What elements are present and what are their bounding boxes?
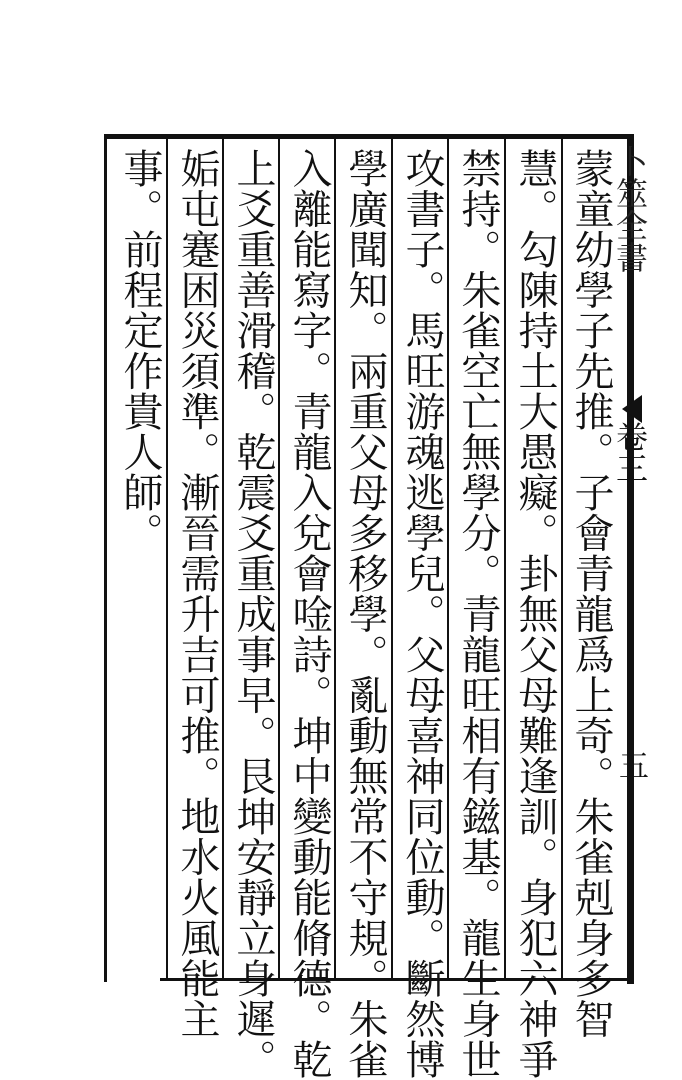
- text-column: 攻書子。馬旺游魂逃學兒。父母喜神同位動。斷然博: [399, 148, 445, 1080]
- column-rule: [561, 134, 563, 979]
- column-rule: [504, 134, 506, 979]
- text-column: 禁持。朱雀空亡無學分。青龍旺相有鎡基。龍生身世: [455, 148, 501, 1080]
- text-column: 事。前程定作貴人師。: [117, 148, 163, 553]
- column-rule: [391, 134, 393, 979]
- frame-top-border: [104, 134, 634, 139]
- column-rule: [222, 134, 224, 979]
- column-rule: [278, 134, 280, 979]
- text-column: 學廣聞知。兩重父母多移學。亂動無常不守規。朱雀: [342, 148, 388, 1080]
- column-rule: [447, 134, 449, 979]
- margin-book-title: 卜筮全書: [611, 145, 649, 273]
- column-rule: [334, 134, 336, 979]
- text-column: 慧。勾陳持土大愚癡。卦無父母難逢訓。身犯六神爭: [512, 148, 558, 1080]
- text-column: 入離能寫字。青龍入兌會唫詩。坤中變動能脩德。乾: [286, 148, 332, 1080]
- margin-volume: 卷三: [611, 420, 649, 484]
- text-column: 上爻重善滑稽。乾震爻重成事早。艮坤安靜立身遲。: [230, 148, 276, 1080]
- text-column: 蒙童幼學子先推。子會青龍爲上奇。朱雀剋身多智: [568, 148, 614, 1039]
- fold-marker-icon: [622, 395, 642, 423]
- column-rule: [166, 134, 168, 979]
- frame-left-border: [104, 134, 107, 982]
- margin-page-number: 五: [613, 750, 648, 780]
- text-column: 姤屯蹇困災須準。漸晉需升吉可推。地水火風能主: [174, 148, 220, 1039]
